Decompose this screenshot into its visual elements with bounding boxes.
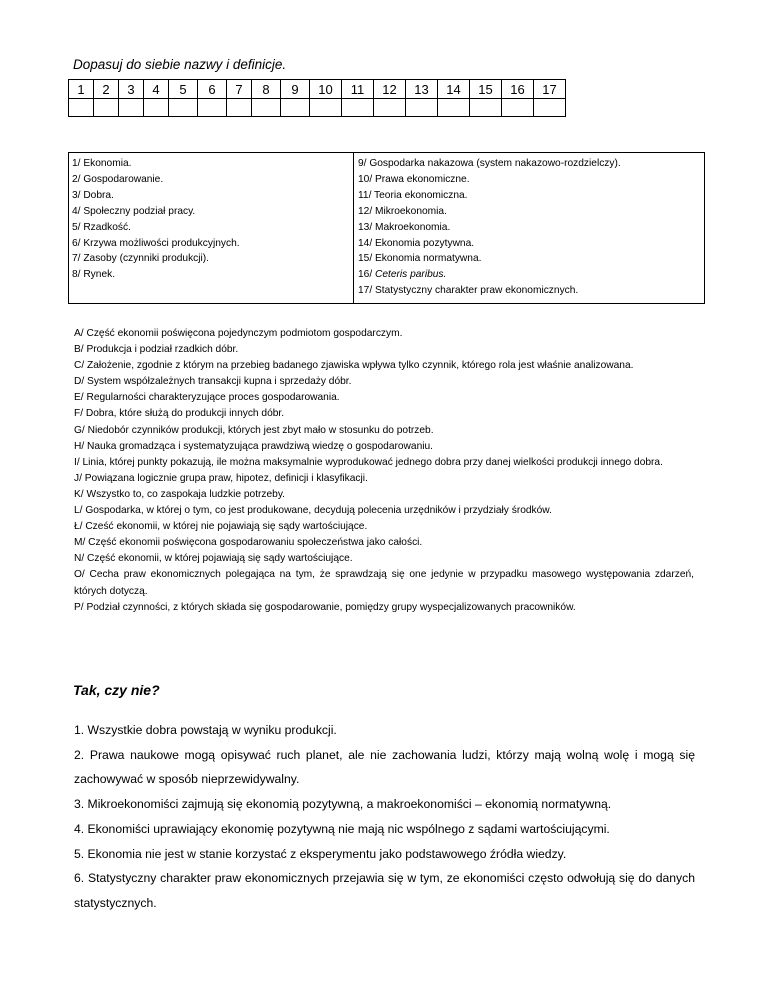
answer-cell[interactable] (69, 99, 94, 117)
definition-item: A/ Część ekonomii poświęcona pojedynczym podmiotom gospodarczym. (74, 328, 403, 339)
name-item: 4/ Społeczny podział pracy. (72, 205, 196, 217)
answer-grid-number: 5 (169, 80, 198, 99)
definition-item: O/ Cecha praw ekonomicznych polegająca na tym, że sprawdzają się one jedynie w przypadku masowego występowania zdarzeń, których dotyczą. (74, 569, 694, 597)
answer-grid-number: 15 (470, 80, 502, 99)
exercise-title: Dopasuj do siebie nazwy i definicje. (73, 57, 287, 72)
answer-cell[interactable] (534, 99, 566, 117)
definition-item: P/ Podział czynności, z których składa się gospodarowanie, pomiędzy grupy wyspecjalizowanych pracowników. (74, 601, 576, 613)
answer-cell[interactable] (502, 99, 534, 117)
answer-grid-number: 7 (227, 80, 252, 99)
answer-cell[interactable] (342, 99, 374, 117)
answer-grid-number: 6 (198, 80, 227, 99)
answer-cell[interactable] (252, 99, 281, 117)
answer-cell[interactable] (227, 99, 252, 117)
name-item: 2/ Gospodarowanie. (72, 173, 164, 185)
names-left-column (69, 153, 354, 303)
answer-grid-number: 2 (94, 80, 119, 99)
names-box (68, 152, 705, 304)
ceteris-paribus-term: Ceteris paribus. (375, 269, 447, 281)
answer-grid-number: 11 (342, 80, 374, 99)
answer-grid (68, 79, 566, 117)
true-false-title: Tak, czy nie? (73, 682, 160, 698)
definition-item: E/ Regularności charakteryzujące proces gospodarowania. (74, 392, 340, 404)
answer-cell[interactable] (198, 99, 227, 117)
name-item: 1/ Ekonomia. (72, 158, 132, 169)
definitions-list (74, 326, 694, 616)
name-item: 5/ Rzadkość. (72, 221, 131, 233)
answer-grid-number: 16 (502, 80, 534, 99)
answer-grid-number: 1 (69, 80, 94, 99)
answer-cell[interactable] (374, 99, 406, 117)
names-right-column (354, 153, 704, 303)
answer-cell[interactable] (470, 99, 502, 117)
name-item: 11/ Teoria ekonomiczna. (358, 189, 468, 201)
true-false-item: 5. Ekonomia nie jest w stanie korzystać z eksperymentu jako podstawowego źródła wiedzy. (74, 846, 567, 861)
definition-item: D/ System współzależnych transakcji kupna i sprzedaży dóbr. (74, 376, 352, 388)
definition-item: G/ Niedobór czynników produkcji, których jest zbyt mało w stosunku do potrzeb. (74, 424, 434, 436)
definition-item: Ł/ Cześć ekonomii, w której nie pojawiają się sądy wartościujące. (74, 521, 368, 533)
definition-item: M/ Część ekonomii poświęcona gospodarowaniu społeczeństwa jako całości. (74, 537, 423, 549)
answer-grid-number: 8 (252, 80, 281, 99)
name-item: 3/ Dobra. (72, 189, 114, 201)
true-false-item: 6. Statystyczny charakter praw ekonomicznych przejawia się w tym, ze ekonomiści często odwołują się do danych statystycznych. (74, 871, 695, 910)
definition-item: B/ Produkcja i podział rzadkich dóbr. (74, 344, 239, 356)
answer-cell[interactable] (144, 99, 169, 117)
true-false-item: 4. Ekonomiści uprawiający ekonomię pozytywną nie mają nic wspólnego z sądami wartościującymi. (74, 821, 610, 836)
name-item: 10/ Prawa ekonomiczne. (358, 173, 470, 185)
answer-grid-number: 14 (438, 80, 470, 99)
true-false-item: 2. Prawa naukowe mogą opisywać ruch planet, ale nie zachowania ludzi, którzy mają wolną wolę i mogą się zachowywać w sposób nieprzewidywalny. (74, 747, 695, 787)
name-item: 12/ Mikroekonomia. (358, 205, 447, 217)
answer-grid-number: 10 (310, 80, 342, 99)
answer-grid-number: 4 (144, 80, 169, 99)
true-false-item: 1. Wszystkie dobra powstają w wyniku produkcji. (74, 723, 337, 737)
name-item: 14/ Ekonomia pozytywna. (358, 237, 475, 249)
answer-cell[interactable] (169, 99, 198, 117)
answer-cell[interactable] (406, 99, 438, 117)
name-item-number: 16/ (358, 269, 375, 281)
name-item (358, 267, 704, 283)
name-item: 6/ Krzywa możliwości produkcyjnych. (72, 237, 240, 249)
answer-grid-header-row (69, 80, 566, 99)
name-item: 15/ Ekonomia normatywna. (358, 253, 482, 265)
definition-item: N/ Część ekonomii, w której pojawiają się sądy wartościujące. (74, 553, 353, 565)
name-item: 8/ Rynek. (72, 269, 116, 281)
name-item: 17/ Statystyczny charakter praw ekonomicznych. (358, 285, 579, 297)
answer-grid-number: 13 (406, 80, 438, 99)
name-item: 9/ Gospodarka nakazowa (system nakazowo-rozdzielczy). (358, 158, 621, 169)
answer-grid-number: 12 (374, 80, 406, 99)
definition-item: H/ Nauka gromadząca i systematyzująca prawdziwą wiedzę o gospodarowaniu. (74, 440, 434, 452)
definition-item: K/ Wszystko to, co zaspokaja ludzkie potrzeby. (74, 488, 286, 500)
answer-grid-number: 9 (281, 80, 310, 99)
definition-item: J/ Powiązana logicznie grupa praw, hipotez, definicji i klasyfikacji. (74, 472, 368, 484)
answer-cell[interactable] (310, 99, 342, 117)
answer-cell[interactable] (119, 99, 144, 117)
name-item: 13/ Makroekonomia. (358, 221, 451, 233)
definition-item: I/ Linia, której punkty pokazują, ile można maksymalnie wyprodukować jednego dobra przy danej wielkości produkcji innego dobra. (74, 456, 663, 468)
answer-grid-number: 17 (534, 80, 566, 99)
answer-cell[interactable] (281, 99, 310, 117)
true-false-item: 3. Mikroekonomiści zajmują się ekonomią pozytywną, a makroekonomiści – ekonomią normatywną. (74, 797, 612, 812)
answer-cell[interactable] (94, 99, 119, 117)
definition-item: L/ Gospodarka, w której o tym, co jest produkowane, decydują polecenia urzędników i przydziały środków. (74, 505, 552, 517)
answer-grid-input-row (69, 99, 566, 117)
name-item: 7/ Zasoby (czynniki produkcji). (72, 253, 210, 265)
true-false-list (74, 718, 695, 916)
answer-grid-number: 3 (119, 80, 144, 99)
definition-item: F/ Dobra, które służą do produkcji innych dóbr. (74, 408, 285, 420)
answer-cell[interactable] (438, 99, 470, 117)
definition-item: C/ Założenie, zgodnie z którym na przebieg badanego zjawiska wpływa tylko czynnik, którego rola jest właśnie analizowana. (74, 360, 634, 372)
